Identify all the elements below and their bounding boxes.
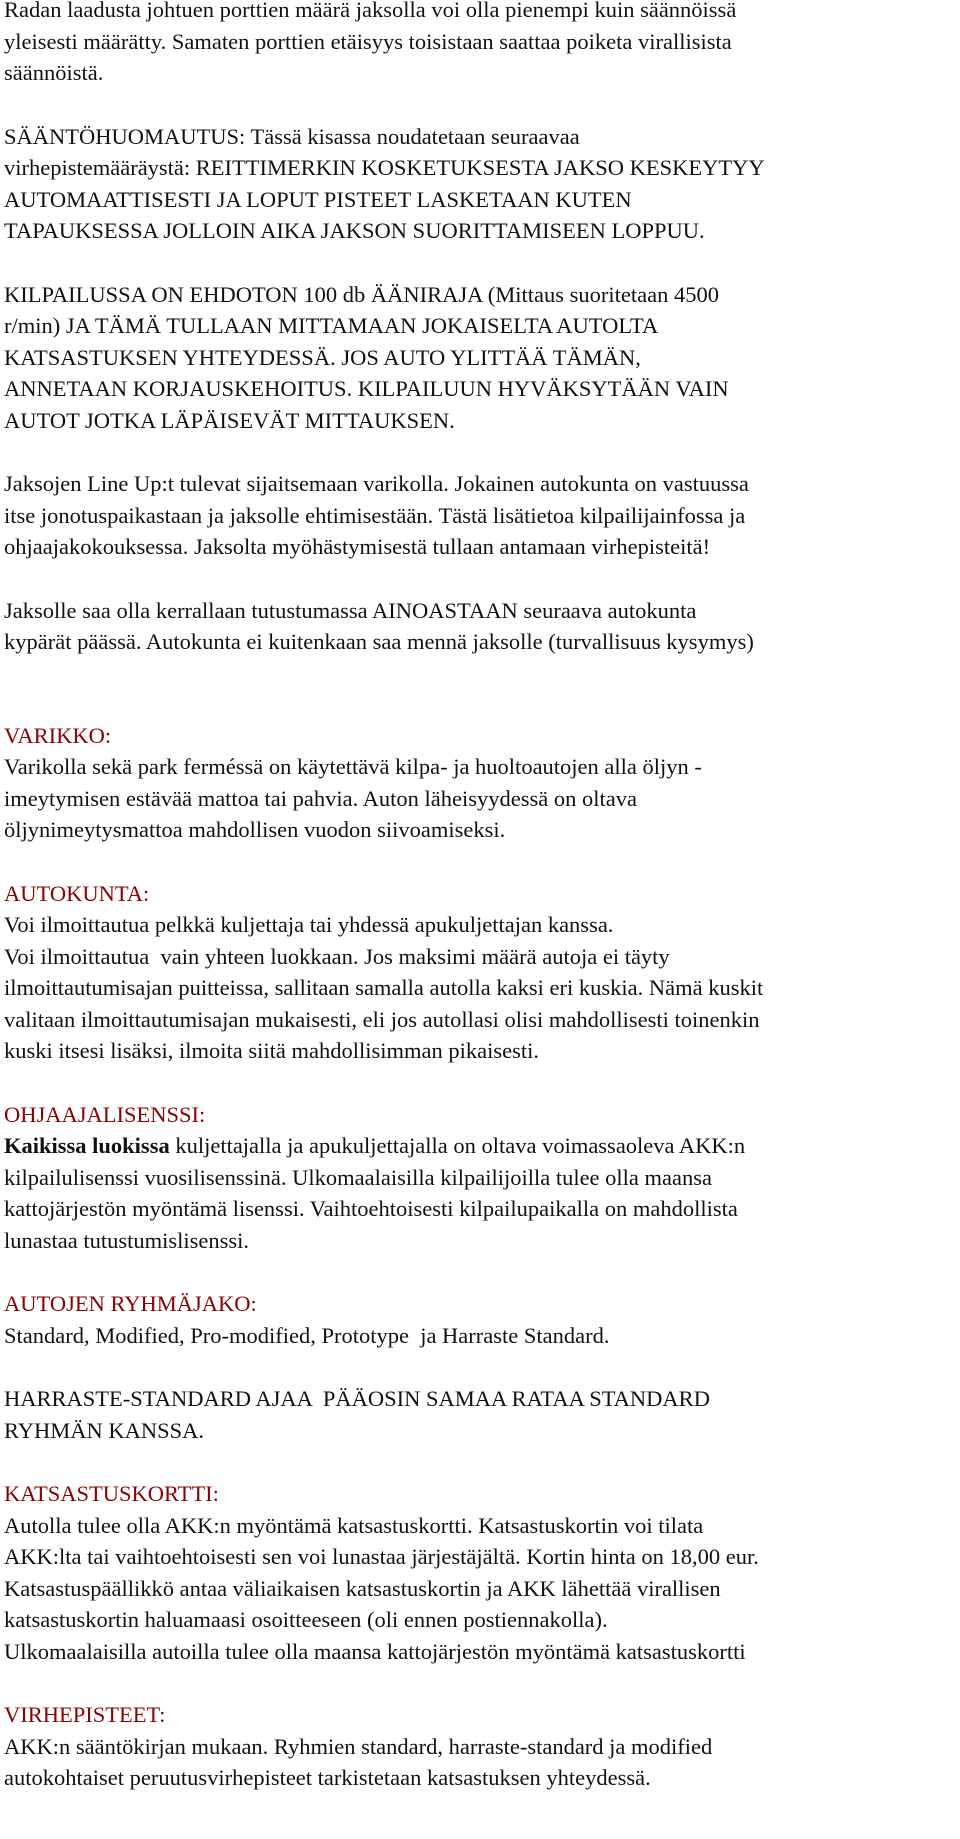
document-page [4, 0, 954, 1794]
section-heading: AUTOJEN RYHMÄJAKO: [4, 1291, 257, 1316]
paragraph-reconnaissance [4, 595, 954, 658]
section-heading: OHJAAJALISENSSI: [4, 1101, 206, 1127]
text-line: RYHMÄN KANSSA. [4, 1417, 205, 1443]
text-line: Jaksojen Line Up:t tulevat sijaitsemaan varikolla. Jokainen autokunta on vastuussa [4, 471, 749, 496]
text-line: KILPAILUSSA ON EHDOTON 100 db ÄÄNIRAJA (Mittaus suoritetaan 4500 [4, 281, 719, 307]
text-line: Jaksolle saa olla kerrallaan tutustumassa AINOASTAAN seuraava autokunta [4, 597, 697, 623]
text-line: AKK:lta tai vaihtoehtoisesti sen voi lunastaa järjestäjältä. Kortin hinta on 18,00 eur. [4, 1544, 759, 1569]
text-line: TAPAUKSESSA JOLLOIN AIKA JAKSON SUORITTAMISEEN LOPPUU. [4, 218, 705, 243]
text-line: yleisesti määrätty. Samaten porttien etäisyys toisistaan saattaa poiketa virallisista [4, 28, 732, 54]
text-line: AKK:n sääntökirjan mukaan. Ryhmien standard, harraste-standard ja modified [4, 1733, 713, 1759]
text-line: virhepistemääräystä: REITTIMERKIN KOSKETUKSESTA JAKSO KESKEYTYY [4, 155, 765, 180]
section-varikko [4, 720, 954, 846]
text-line: AUTOMAATTISESTI JA LOPUT PISTEET LASKETAAN KUTEN [4, 186, 632, 212]
text-line: Varikolla sekä park ferméssä on käytettävä kilpa- ja huoltoautojen alla öljyn - [4, 754, 702, 779]
text-line: HARRASTE-STANDARD AJAA PÄÄOSIN SAMAA RATAA STANDARD [4, 1386, 710, 1411]
text-line: kuski itsesi lisäksi, ilmoita siitä mahdollisimman pikaisesti. [4, 1038, 539, 1063]
section-virhepisteet [4, 1699, 954, 1794]
text-line: kattojärjestön myöntämä lisenssi. Vaihtoehtoisesti kilpailupaikalla on mahdollista [4, 1196, 738, 1221]
text-line: r/min) JA TÄMÄ TULLAAN MITTAMAAN JOKAISELTA AUTOLTA [4, 313, 659, 338]
text-line: AUTOT JOTKA LÄPÄISEVÄT MITTAUKSEN. [4, 407, 455, 433]
text-line: ANNETAAN KORJAUSKEHOITUS. KILPAILUUN HYVÄKSYTÄÄN VAIN [4, 376, 729, 401]
text-line: kypärät päässä. Autokunta ei kuitenkaan saa mennä jaksolle (turvallisuus kysymys) [4, 629, 754, 654]
section-harraste [4, 1383, 954, 1446]
section-katsastuskortti [4, 1478, 954, 1667]
text-line: KATSASTUKSEN YHTEYDESSÄ. JOS AUTO YLITTÄÄ TÄMÄN, [4, 344, 641, 370]
bold-lead-text: Kaikissa luokissa [4, 1133, 170, 1158]
text-line: katsastuskortin haluamaasi osoitteeseen (oli ennen postiennakolla). [4, 1607, 608, 1632]
text-line: Autolla tulee olla AKK:n myöntämä katsastuskortti. Katsastuskortin voi tilata [4, 1512, 704, 1538]
section-heading: AUTOKUNTA: [4, 880, 150, 906]
text-line: lunastaa tutustumislisenssi. [4, 1227, 249, 1253]
section-ohjaajalisenssi [4, 1099, 954, 1257]
text-line: Standard, Modified, Pro-modified, Prototype ja Harraste Standard. [4, 1322, 610, 1348]
section-heading: KATSASTUSKORTTI: [4, 1481, 219, 1506]
text-line: kilpailulisenssi vuosilisenssinä. Ulkomaalaisilla kilpailijoilla tulee olla maansa [4, 1164, 713, 1190]
text-line: autokohtaiset peruutusvirhepisteet tarkistetaan katsastuksen yhteydessä. [4, 1765, 651, 1790]
paragraph-line-up [4, 468, 954, 563]
text-line: Voi ilmoittautua vain yhteen luokkaan. Jos maksimi määrä autoja ei täyty [4, 943, 670, 969]
section-heading: VARIKKO: [4, 722, 112, 748]
section-autokunta [4, 878, 954, 1067]
text-line: Ulkomaalaisilla autoilla tulee olla maansa kattojärjestön myöntämä katsastuskortti [4, 1638, 746, 1664]
text-line: ohjaajakokouksessa. Jaksolta myöhästymisestä tullaan antamaan virhepisteitä! [4, 534, 711, 559]
text-line: kuljettajalla ja apukuljettajalla on oltava voimassaoleva AKK:n [169, 1133, 746, 1158]
paragraph-noise-limit [4, 279, 954, 437]
section-ryhmajako [4, 1288, 954, 1351]
text-line: öljynimeytysmattoa mahdollisen vuodon siivoamiseksi. [4, 817, 506, 842]
text-line: valitaan ilmoittautumisajan mukaisesti, eli jos autollasi olisi mahdollisesti toinenkin [4, 1006, 760, 1032]
text-line: Voi ilmoittautua pelkkä kuljettaja tai yhdessä apukuljettajan kanssa. [4, 912, 614, 937]
paragraph-rule-note [4, 121, 954, 247]
text-line: SÄÄNTÖHUOMAUTUS: Tässä kisassa noudatetaan seuraavaa [4, 123, 580, 149]
paragraph-gate-count [4, 0, 954, 89]
text-line: Katsastuspäällikkö antaa väliaikaisen katsastuskortin ja AKK lähettää virallisen [4, 1575, 721, 1601]
text-line: itse jonotuspaikastaan ja jaksolle ehtimisestään. Tästä lisätietoa kilpailijainfossa ja [4, 502, 746, 528]
text-line: säännöistä. [4, 60, 104, 85]
text-line: ilmoittautumisajan puitteissa, sallitaan samalla autolla kaksi eri kuskia. Nämä kuskit [4, 975, 764, 1000]
section-heading: VIRHEPISTEET: [4, 1702, 166, 1727]
text-line: Radan laadusta johtuen porttien määrä jaksolla voi olla pienempi kuin säännöissä [4, 0, 737, 22]
text-line: imeytymisen estävää mattoa tai pahvia. Auton läheisyydessä on oltava [4, 785, 637, 811]
